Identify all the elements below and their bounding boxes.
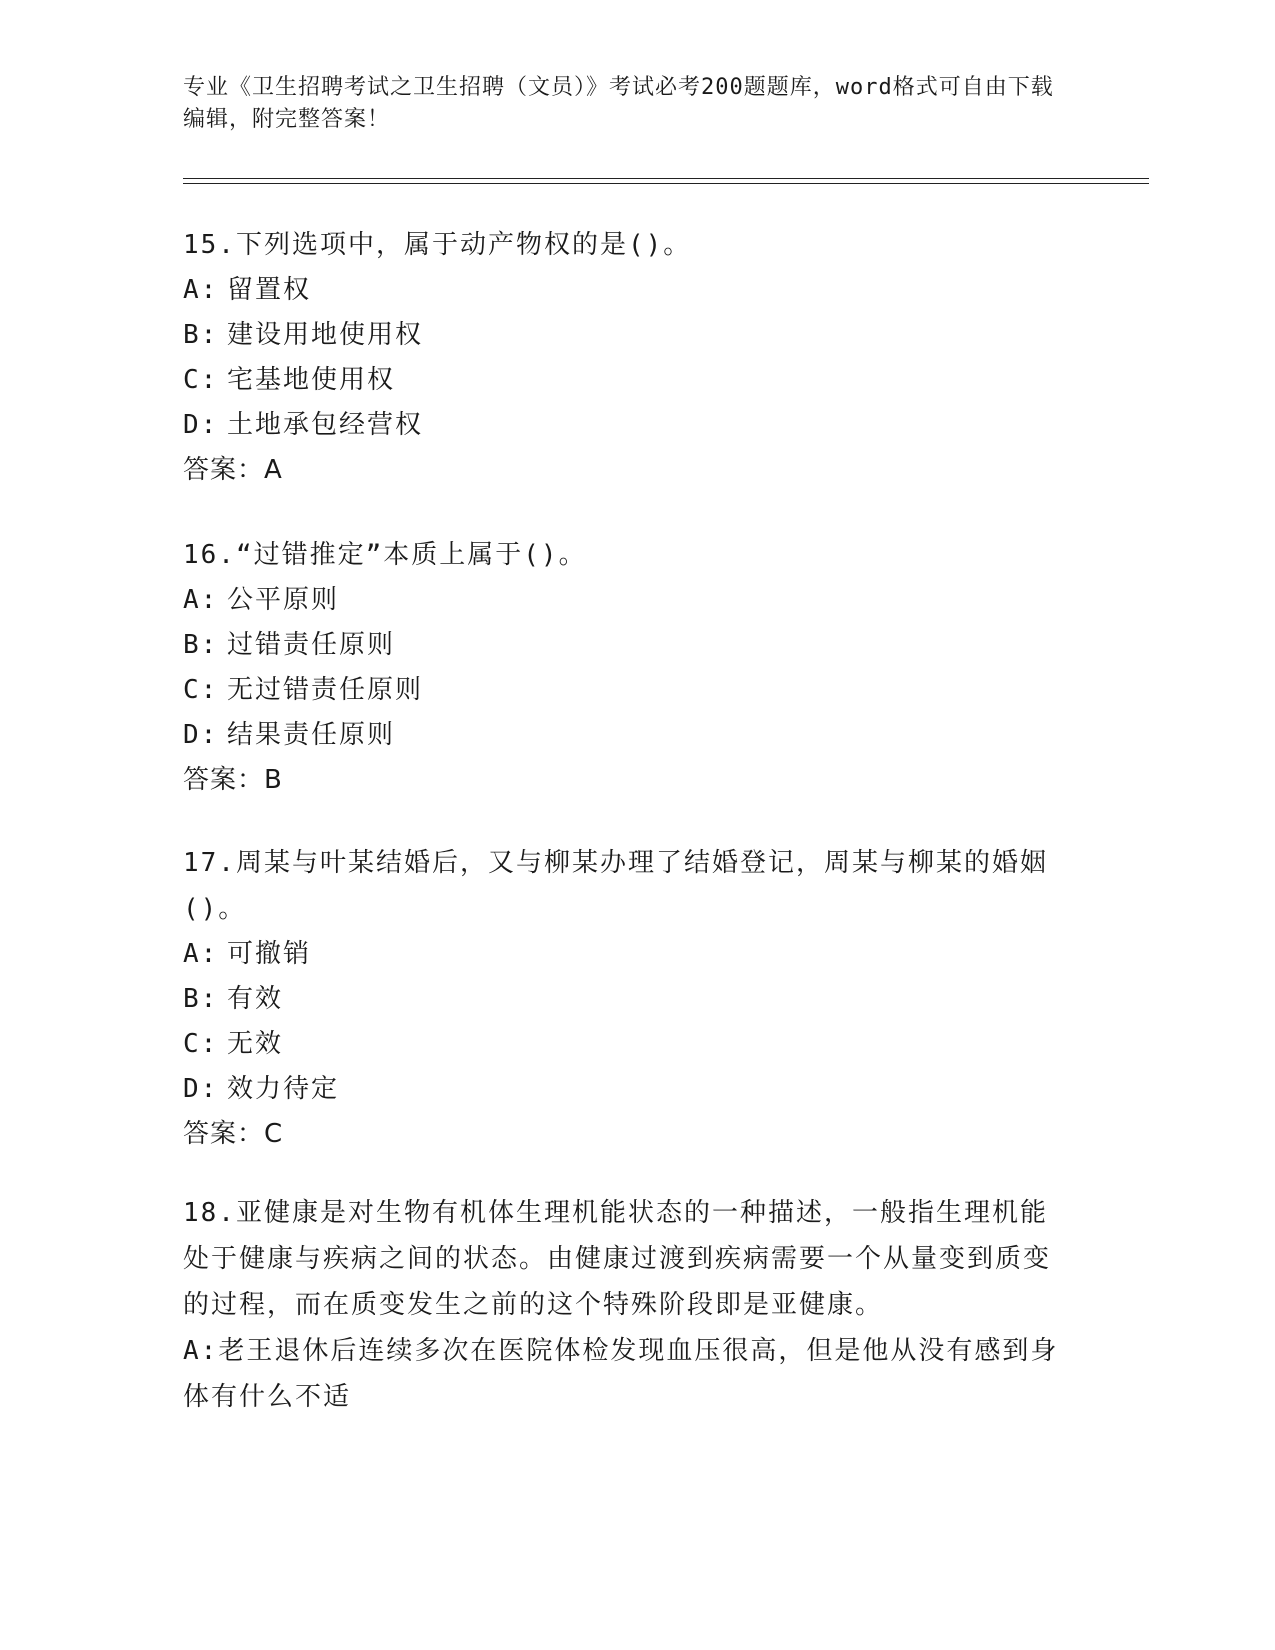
option-b xyxy=(183,623,1063,668)
option-text: 结果责任原则 xyxy=(227,720,396,750)
answer-line: 答案：B xyxy=(183,765,283,795)
header-divider-bottom xyxy=(183,183,1149,184)
option-text: 效力待定 xyxy=(227,1074,340,1104)
option-a xyxy=(183,268,1063,313)
answer-line: 答案：C xyxy=(183,1119,284,1149)
option-a xyxy=(183,1328,1063,1420)
option-a xyxy=(183,932,1063,977)
option-letter: C: xyxy=(183,675,219,705)
option-letter: C: xyxy=(183,365,219,395)
option-letter: D: xyxy=(183,410,219,440)
option-letter: B: xyxy=(183,630,219,660)
option-c xyxy=(183,668,1063,713)
question-stem: 18.亚健康是对生物有机体生理机能状态的一种描述，一般指生理机能处于健康与疾病之间的状态。由健康过渡到疾病需要一个从量变到质变的过程，而在质变发生之前的这个特殊阶段即是亚健康。 xyxy=(183,1198,1052,1320)
question-16 xyxy=(183,532,1063,803)
option-d xyxy=(183,713,1063,758)
option-text: 有效 xyxy=(227,984,284,1014)
option-d xyxy=(183,1067,1063,1112)
option-letter: C: xyxy=(183,1029,219,1059)
option-text: 留置权 xyxy=(227,275,312,305)
option-a xyxy=(183,578,1063,623)
question-17 xyxy=(183,840,1063,1157)
option-c xyxy=(183,358,1063,403)
option-b xyxy=(183,313,1063,358)
document-header: 专业《卫生招聘考试之卫生招聘（文员）》考试必考200题题库，word格式可自由下载编辑，附完整答案！ xyxy=(183,75,1054,132)
option-letter: A: xyxy=(183,1336,219,1366)
header-divider-top xyxy=(183,178,1149,179)
option-text: 建设用地使用权 xyxy=(227,320,424,350)
answer-line: 答案：A xyxy=(183,455,283,485)
option-letter: A: xyxy=(183,939,219,969)
question-18 xyxy=(183,1190,1063,1420)
option-letter: B: xyxy=(183,320,219,350)
option-letter: A: xyxy=(183,585,219,615)
option-text: 无效 xyxy=(227,1029,284,1059)
question-stem: 17.周某与叶某结婚后，又与柳某办理了结婚登记，周某与柳某的婚姻()。 xyxy=(183,848,1048,924)
option-b xyxy=(183,977,1063,1022)
option-letter: D: xyxy=(183,720,219,750)
question-15 xyxy=(183,222,1063,493)
option-text: 过错责任原则 xyxy=(227,630,396,660)
option-letter: B: xyxy=(183,984,219,1014)
option-text: 公平原则 xyxy=(227,585,340,615)
question-stem: 16.“过错推定”本质上属于()。 xyxy=(183,540,587,570)
option-text: 可撤销 xyxy=(227,939,312,969)
option-letter: D: xyxy=(183,1074,219,1104)
option-text: 宅基地使用权 xyxy=(227,365,396,395)
option-letter: A: xyxy=(183,275,219,305)
question-stem: 15.下列选项中，属于动产物权的是()。 xyxy=(183,230,692,260)
option-text: 土地承包经营权 xyxy=(227,410,424,440)
option-d xyxy=(183,403,1063,448)
option-c xyxy=(183,1022,1063,1067)
option-text: 老王退休后连续多次在医院体检发现血压很高，但是他从没有感到身体有什么不适 xyxy=(183,1336,1059,1412)
option-text: 无过错责任原则 xyxy=(227,675,424,705)
